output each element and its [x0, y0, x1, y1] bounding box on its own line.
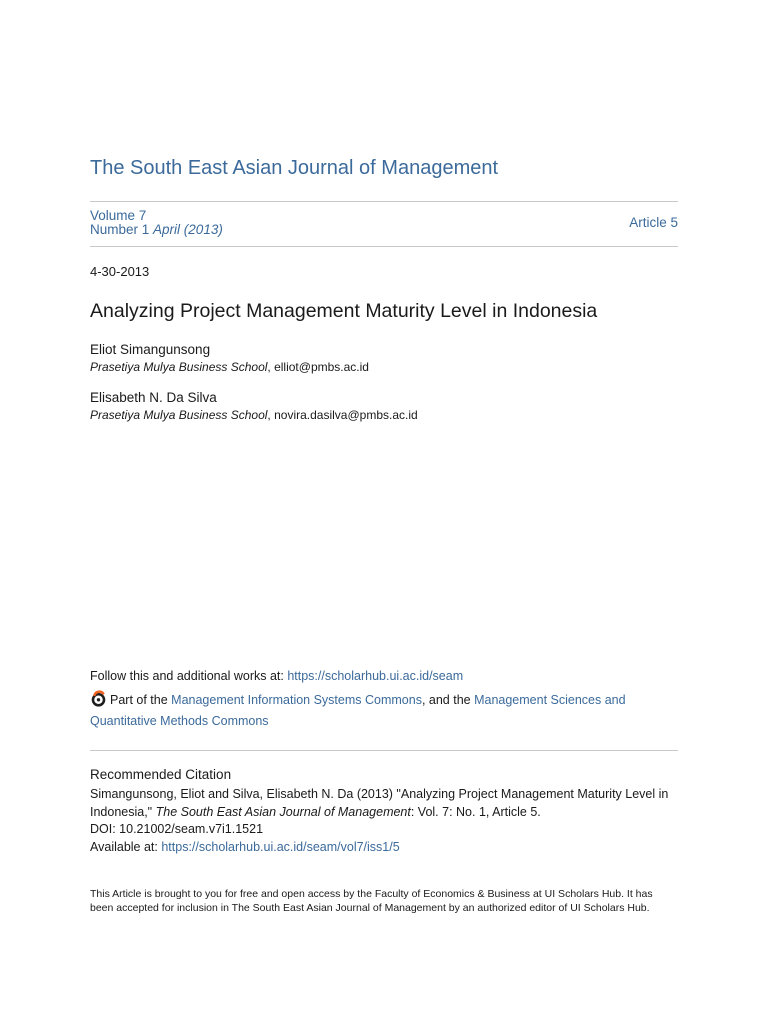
article-title: Analyzing Project Management Maturity Level in Indonesia [90, 300, 598, 322]
top-divider [90, 201, 678, 202]
issue-date[interactable]: April (2013) [153, 222, 223, 237]
citation-tail: : Vol. 7: No. 1, Article 5. [410, 804, 541, 819]
access-notice: This Article is brought to you for free and open access by the Faculty of Economics & Business at UI Scholars Hub. It has been accepted for inclusion in The South East Asian Journal of Management by an authorized editor of UI Scholars Hub. [90, 888, 653, 914]
affiliation-name: Prasetiya Mulya Business School [90, 360, 268, 374]
available-prefix: Available at: [90, 839, 162, 854]
citation-body [90, 786, 678, 856]
citation-journal: The South East Asian Journal of Management [155, 804, 411, 819]
journal-title-link[interactable]: The South East Asian Journal of Management [90, 157, 499, 179]
citation-heading: Recommended Citation [90, 767, 232, 782]
affiliation-name: Prasetiya Mulya Business School [90, 408, 268, 422]
follow-prefix: Follow this and additional works at: [90, 669, 288, 683]
part-of-line [90, 690, 678, 732]
publication-date: 4-30-2013 [90, 264, 150, 279]
author-email: , novira.dasilva@pmbs.ac.id [267, 408, 418, 422]
citation-available [90, 839, 678, 857]
volume-issue-block [90, 209, 223, 237]
number-label[interactable]: Number 1 [90, 222, 150, 237]
author-name: Eliot Simangunsong [90, 342, 211, 357]
citation-line1: Simangunsong, Eliot and Silva, Elisabeth N. Da (2013) "Analyzing Project Management Maturity Level in Indonesia," [90, 787, 669, 819]
citation-doi: DOI: 10.21002/seam.v7i1.1521 [90, 822, 264, 836]
citation-divider [90, 750, 678, 751]
article-number-link[interactable]: Article 5 [629, 215, 678, 230]
author-affiliation [90, 360, 369, 374]
issue-line[interactable] [90, 223, 223, 237]
volume-link[interactable]: Volume 7 [90, 208, 147, 223]
author-email: , elliot@pmbs.ac.id [267, 360, 369, 374]
author-name: Elisabeth N. Da Silva [90, 390, 217, 405]
part-of-prefix: Part of the [110, 693, 172, 707]
commons-link-msqm[interactable]: Management Sciences and Quantitative Methods Commons [90, 693, 626, 728]
open-access-icon [90, 690, 107, 707]
header-divider [90, 246, 678, 247]
available-url-link[interactable]: https://scholarhub.ui.ac.id/seam/vol7/iss1/5 [161, 839, 400, 854]
citation-text [90, 786, 678, 821]
follow-url-link[interactable]: https://scholarhub.ui.ac.id/seam [287, 669, 464, 683]
commons-link-mis[interactable]: Management Information Systems Commons [171, 693, 422, 707]
and-the-text: , and the [421, 693, 475, 707]
author-affiliation [90, 408, 418, 422]
follow-line [90, 669, 463, 683]
